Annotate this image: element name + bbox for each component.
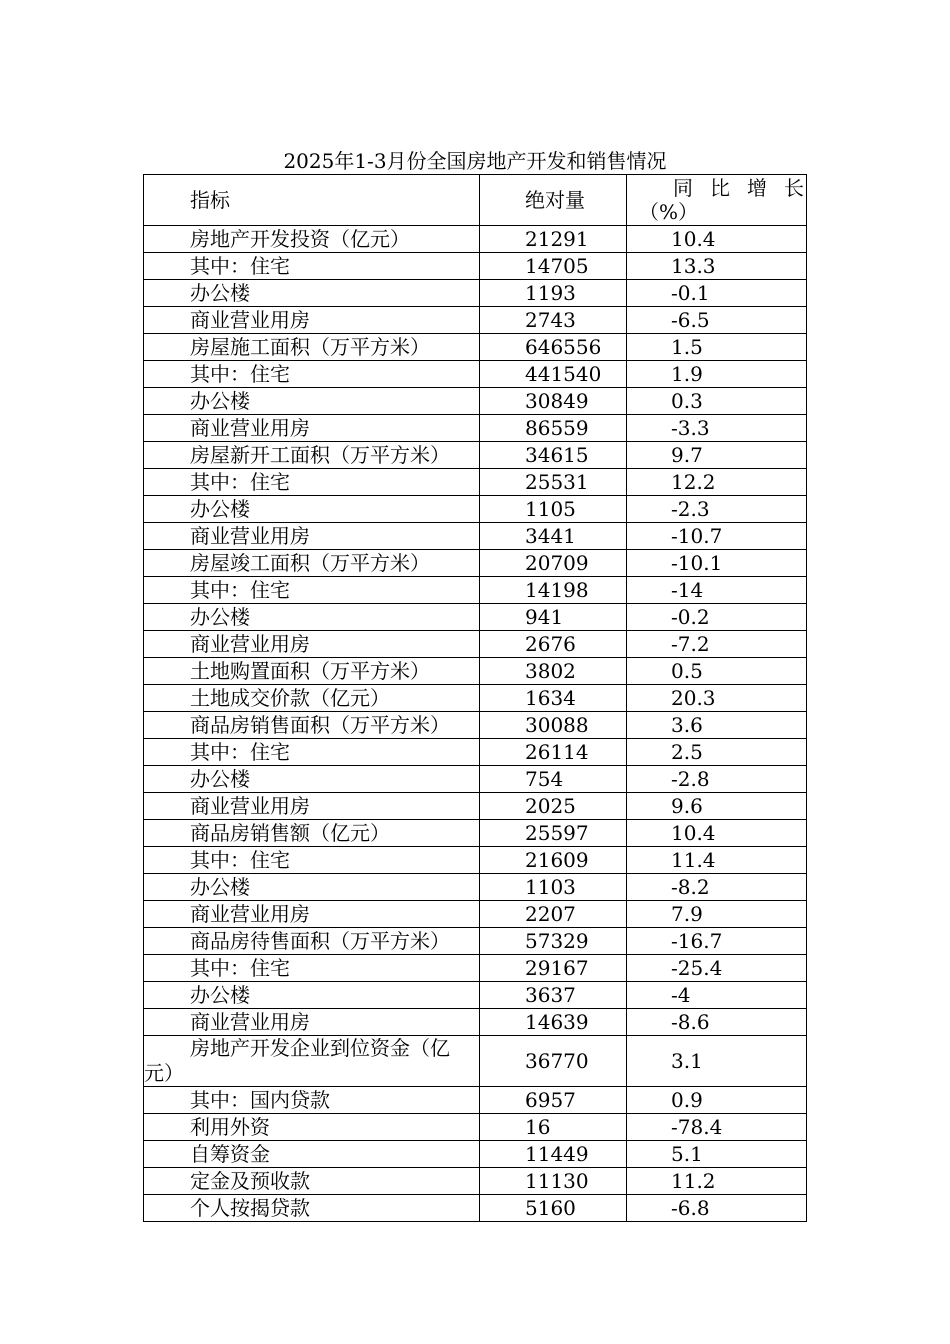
indicator-name-cell: 商业营业用房 bbox=[144, 307, 480, 334]
header-yoy-growth-unit: （%） bbox=[639, 200, 699, 224]
absolute-value-cell: 57329 bbox=[480, 928, 627, 955]
table-body bbox=[144, 175, 807, 1222]
table-row bbox=[144, 874, 807, 901]
yoy-growth-cell: 0.3 bbox=[627, 388, 807, 415]
absolute-value-cell: 941 bbox=[480, 604, 627, 631]
absolute-value-cell: 3637 bbox=[480, 982, 627, 1009]
table-row bbox=[144, 955, 807, 982]
header-absolute-value: 绝对量 bbox=[480, 175, 627, 226]
yoy-growth-cell: 12.2 bbox=[627, 469, 807, 496]
absolute-value-cell: 21291 bbox=[480, 226, 627, 253]
absolute-value-cell: 34615 bbox=[480, 442, 627, 469]
absolute-value-cell: 2025 bbox=[480, 793, 627, 820]
indicator-name-cell: 商品房销售面积（万平方米） bbox=[144, 712, 480, 739]
absolute-value-cell: 16 bbox=[480, 1114, 627, 1141]
yoy-growth-cell: -2.8 bbox=[627, 766, 807, 793]
absolute-value-cell: 1193 bbox=[480, 280, 627, 307]
indicator-name-cell: 其中：住宅 bbox=[144, 955, 480, 982]
yoy-growth-cell: 11.2 bbox=[627, 1168, 807, 1195]
table-row bbox=[144, 1168, 807, 1195]
table-row bbox=[144, 1036, 807, 1087]
indicator-name-cell: 办公楼 bbox=[144, 280, 480, 307]
indicator-name-cell: 自筹资金 bbox=[144, 1141, 480, 1168]
absolute-value-cell: 30849 bbox=[480, 388, 627, 415]
absolute-value-cell: 86559 bbox=[480, 415, 627, 442]
absolute-value-cell: 1103 bbox=[480, 874, 627, 901]
absolute-value-cell: 11449 bbox=[480, 1141, 627, 1168]
statistics-table bbox=[143, 174, 807, 1222]
table-row bbox=[144, 712, 807, 739]
table-row bbox=[144, 1087, 807, 1114]
absolute-value-cell: 21609 bbox=[480, 847, 627, 874]
table-row bbox=[144, 361, 807, 388]
absolute-value-cell: 1105 bbox=[480, 496, 627, 523]
table-header-row bbox=[144, 175, 807, 226]
indicator-name-cell: 办公楼 bbox=[144, 982, 480, 1009]
table-row bbox=[144, 631, 807, 658]
table-row bbox=[144, 658, 807, 685]
absolute-value-cell: 441540 bbox=[480, 361, 627, 388]
yoy-growth-cell: -3.3 bbox=[627, 415, 807, 442]
table-row bbox=[144, 847, 807, 874]
indicator-name-cell: 房屋施工面积（万平方米） bbox=[144, 334, 480, 361]
yoy-growth-cell: 2.5 bbox=[627, 739, 807, 766]
absolute-value-cell: 25597 bbox=[480, 820, 627, 847]
table-row bbox=[144, 766, 807, 793]
yoy-growth-cell: 9.6 bbox=[627, 793, 807, 820]
table-row bbox=[144, 280, 807, 307]
yoy-growth-cell: 9.7 bbox=[627, 442, 807, 469]
indicator-name-cell: 其中：住宅 bbox=[144, 739, 480, 766]
table-row bbox=[144, 469, 807, 496]
table-row bbox=[144, 496, 807, 523]
indicator-name-cell: 其中：住宅 bbox=[144, 847, 480, 874]
absolute-value-cell: 29167 bbox=[480, 955, 627, 982]
absolute-value-cell: 30088 bbox=[480, 712, 627, 739]
indicator-name-cell: 办公楼 bbox=[144, 388, 480, 415]
table-row bbox=[144, 253, 807, 280]
yoy-growth-cell: -8.6 bbox=[627, 1009, 807, 1036]
indicator-name-cell: 商业营业用房 bbox=[144, 631, 480, 658]
indicator-name-cell: 其中：住宅 bbox=[144, 361, 480, 388]
absolute-value-cell: 2207 bbox=[480, 901, 627, 928]
yoy-growth-cell: -0.2 bbox=[627, 604, 807, 631]
table-row bbox=[144, 982, 807, 1009]
indicator-name-cell: 商业营业用房 bbox=[144, 901, 480, 928]
table-row bbox=[144, 1009, 807, 1036]
absolute-value-cell: 6957 bbox=[480, 1087, 627, 1114]
yoy-growth-cell: 11.4 bbox=[627, 847, 807, 874]
absolute-value-cell: 646556 bbox=[480, 334, 627, 361]
table-row bbox=[144, 442, 807, 469]
indicator-name-cell: 办公楼 bbox=[144, 496, 480, 523]
indicator-name-cell: 定金及预收款 bbox=[144, 1168, 480, 1195]
yoy-growth-cell: -10.7 bbox=[627, 523, 807, 550]
table-row bbox=[144, 577, 807, 604]
absolute-value-cell: 14639 bbox=[480, 1009, 627, 1036]
yoy-growth-cell: 3.1 bbox=[627, 1036, 807, 1087]
yoy-growth-cell: 10.4 bbox=[627, 226, 807, 253]
yoy-growth-cell: 1.9 bbox=[627, 361, 807, 388]
header-indicator: 指标 bbox=[144, 175, 480, 226]
yoy-growth-cell: -6.8 bbox=[627, 1195, 807, 1222]
indicator-name-cell: 土地购置面积（万平方米） bbox=[144, 658, 480, 685]
yoy-growth-cell: 3.6 bbox=[627, 712, 807, 739]
table-row bbox=[144, 307, 807, 334]
yoy-growth-cell: 5.1 bbox=[627, 1141, 807, 1168]
table-row bbox=[144, 928, 807, 955]
indicator-name-cell: 办公楼 bbox=[144, 766, 480, 793]
indicator-name-cell: 商品房销售额（亿元） bbox=[144, 820, 480, 847]
table-row bbox=[144, 1141, 807, 1168]
page-title: 2025年1-3月份全国房地产开发和销售情况 bbox=[283, 149, 667, 173]
indicator-name-cell: 办公楼 bbox=[144, 874, 480, 901]
table-row bbox=[144, 388, 807, 415]
indicator-name-cell: 商业营业用房 bbox=[144, 415, 480, 442]
yoy-growth-cell: -10.1 bbox=[627, 550, 807, 577]
yoy-growth-cell: 1.5 bbox=[627, 334, 807, 361]
absolute-value-cell: 1634 bbox=[480, 685, 627, 712]
yoy-growth-cell: -78.4 bbox=[627, 1114, 807, 1141]
yoy-growth-cell: 10.4 bbox=[627, 820, 807, 847]
indicator-name-cell: 土地成交价款（亿元） bbox=[144, 685, 480, 712]
absolute-value-cell: 26114 bbox=[480, 739, 627, 766]
indicator-name-cell: 个人按揭贷款 bbox=[144, 1195, 480, 1222]
absolute-value-cell: 2676 bbox=[480, 631, 627, 658]
indicator-name-cell: 其中：住宅 bbox=[144, 253, 480, 280]
absolute-value-cell: 20709 bbox=[480, 550, 627, 577]
header-yoy-growth-label: 同 比 增 长 bbox=[673, 176, 804, 200]
indicator-name-cell: 房地产开发企业到位资金（亿元） bbox=[144, 1036, 480, 1087]
absolute-value-cell: 3802 bbox=[480, 658, 627, 685]
yoy-growth-cell: -2.3 bbox=[627, 496, 807, 523]
absolute-value-cell: 11130 bbox=[480, 1168, 627, 1195]
table-row bbox=[144, 901, 807, 928]
table-row bbox=[144, 415, 807, 442]
yoy-growth-cell: -8.2 bbox=[627, 874, 807, 901]
table-row bbox=[144, 685, 807, 712]
table-row bbox=[144, 604, 807, 631]
yoy-growth-cell: 20.3 bbox=[627, 685, 807, 712]
absolute-value-cell: 14198 bbox=[480, 577, 627, 604]
table-row bbox=[144, 523, 807, 550]
absolute-value-cell: 25531 bbox=[480, 469, 627, 496]
indicator-name-cell: 商业营业用房 bbox=[144, 523, 480, 550]
absolute-value-cell: 754 bbox=[480, 766, 627, 793]
yoy-growth-cell: -14 bbox=[627, 577, 807, 604]
yoy-growth-cell: 0.5 bbox=[627, 658, 807, 685]
yoy-growth-cell: -7.2 bbox=[627, 631, 807, 658]
header-yoy-growth bbox=[627, 175, 807, 226]
yoy-growth-cell: -16.7 bbox=[627, 928, 807, 955]
indicator-name-cell: 房地产开发投资（亿元） bbox=[144, 226, 480, 253]
table-row bbox=[144, 820, 807, 847]
table-row bbox=[144, 550, 807, 577]
indicator-name-cell: 房屋竣工面积（万平方米） bbox=[144, 550, 480, 577]
indicator-name-cell: 其中：住宅 bbox=[144, 469, 480, 496]
indicator-name-cell: 其中：国内贷款 bbox=[144, 1087, 480, 1114]
absolute-value-cell: 36770 bbox=[480, 1036, 627, 1087]
indicator-name-cell: 利用外资 bbox=[144, 1114, 480, 1141]
yoy-growth-cell: -6.5 bbox=[627, 307, 807, 334]
yoy-growth-cell: 0.9 bbox=[627, 1087, 807, 1114]
absolute-value-cell: 5160 bbox=[480, 1195, 627, 1222]
indicator-name-cell: 其中：住宅 bbox=[144, 577, 480, 604]
yoy-growth-cell: -0.1 bbox=[627, 280, 807, 307]
absolute-value-cell: 2743 bbox=[480, 307, 627, 334]
table-row bbox=[144, 793, 807, 820]
table-row bbox=[144, 1195, 807, 1222]
absolute-value-cell: 3441 bbox=[480, 523, 627, 550]
indicator-name-cell: 办公楼 bbox=[144, 604, 480, 631]
table-row bbox=[144, 1114, 807, 1141]
indicator-name-cell: 商业营业用房 bbox=[144, 793, 480, 820]
absolute-value-cell: 14705 bbox=[480, 253, 627, 280]
yoy-growth-cell: -4 bbox=[627, 982, 807, 1009]
indicator-name-cell: 商业营业用房 bbox=[144, 1009, 480, 1036]
yoy-growth-cell: -25.4 bbox=[627, 955, 807, 982]
table-row bbox=[144, 334, 807, 361]
indicator-name-cell: 商品房待售面积（万平方米） bbox=[144, 928, 480, 955]
indicator-name-cell: 房屋新开工面积（万平方米） bbox=[144, 442, 480, 469]
yoy-growth-cell: 7.9 bbox=[627, 901, 807, 928]
table-row bbox=[144, 739, 807, 766]
yoy-growth-cell: 13.3 bbox=[627, 253, 807, 280]
table-row bbox=[144, 226, 807, 253]
